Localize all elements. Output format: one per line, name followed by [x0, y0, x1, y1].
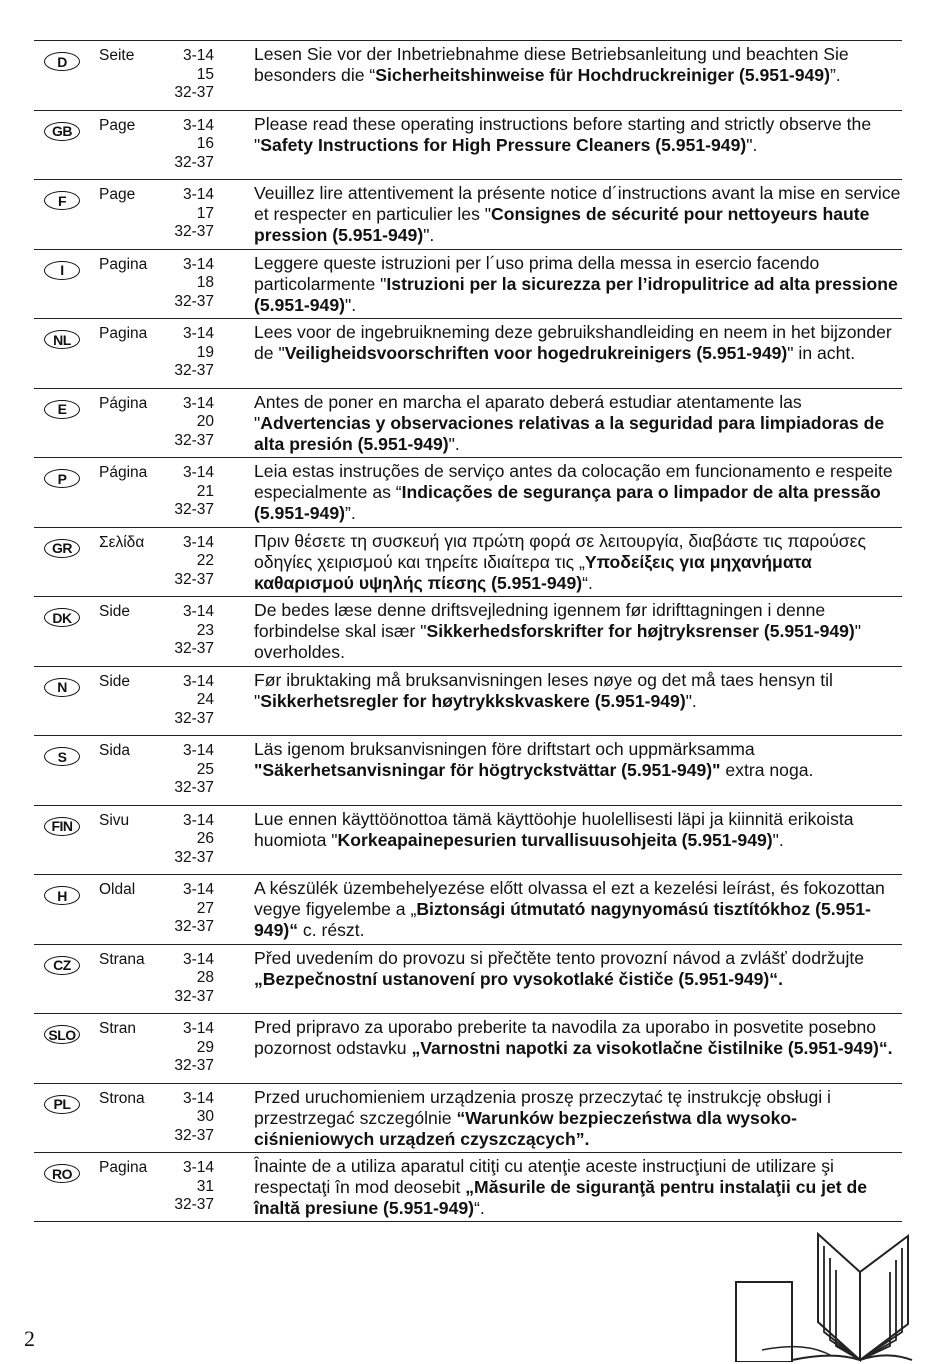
- language-row-cz: [34, 944, 902, 1014]
- country-code-badge: S: [44, 747, 80, 766]
- page-range-general: 3-14: [182, 1159, 214, 1176]
- page-word: Página: [99, 464, 148, 481]
- language-row-ro: [34, 1152, 902, 1222]
- page-numbers: [152, 812, 214, 868]
- page-range-appendix: 32-37: [174, 362, 214, 379]
- page-range-appendix: 32-37: [174, 223, 214, 240]
- country-code-badge: FIN: [44, 817, 80, 836]
- page-numbers: [152, 464, 214, 520]
- page-word: Pagina: [99, 1159, 148, 1176]
- page-word: Stran: [99, 1020, 137, 1037]
- country-code-badge: DK: [44, 608, 80, 627]
- page-range-language: 29: [196, 1038, 214, 1056]
- safety-title: Istruzioni per la sicurezza per l’idropulitrice ad alta pressione (5.951-949): [254, 273, 898, 315]
- language-row-p: [34, 457, 902, 527]
- page-range-appendix: 32-37: [174, 987, 214, 1005]
- country-code-badge: PL: [44, 1095, 80, 1114]
- page-word: Oldal: [99, 881, 136, 898]
- page-range-language: 31: [196, 1177, 214, 1195]
- page-range-language: 18: [196, 274, 214, 291]
- safety-title: Υποδείξεις για μηχανήματα καθαρισμού υψηλής πίεσης (5.951-949): [254, 551, 812, 593]
- instruction-text: Lees voor de ingebruikneming deze gebruikshandleiding en neem in het bijzonder de "Veiligheidsvoorschriften voor hogedrukreinigers (5.951-949)" in acht.: [254, 322, 892, 363]
- page-numbers: [152, 325, 214, 381]
- page-range-language: 23: [196, 621, 214, 639]
- instruction-text: Antes de poner en marcha el aparato deberá estudiar atentamente las "Advertencias y observaciones relativas a la seguridad para limpiadoras de alta presión (5.951-949)".: [254, 391, 885, 454]
- page-range-general: 3-14: [182, 1020, 214, 1037]
- safety-title: Sikkerhetsregler for høytrykkskvaskere (5.951-949): [260, 690, 686, 711]
- page-numbers: [152, 1159, 214, 1215]
- page-word: Sivu: [99, 811, 130, 829]
- page-range-appendix: 32-37: [174, 779, 214, 796]
- page-range-appendix: 32-37: [174, 1057, 214, 1074]
- safety-title: „Măsurile de siguranţă pentru instalaţii cu jet de înaltă presiune (5.951-949): [254, 1177, 868, 1218]
- safety-title: Veiligheidsvoorschriften voor hogedrukreinigers (5.951-949): [284, 343, 788, 363]
- language-row-nl: [34, 318, 902, 388]
- language-row-n: [34, 666, 902, 736]
- language-row-slo: [34, 1013, 902, 1083]
- instruction-text: Leia estas instruções de serviço antes da colocação em funcionamento e respeite especialmente as “Indicações de segurança para o limpador de alta pressão (5.951-949)”.: [254, 461, 893, 523]
- page-numbers: [152, 1090, 214, 1146]
- instruction-text: Înainte de a utiliza aparatul citiţi cu atenţie aceste instrucţiuni de utilizare şi respectaţi în mod deosebit „Măsurile de siguranţă pentru instalaţii cu jet de înaltă presiune (5.951-949)“.: [254, 1156, 868, 1218]
- language-row-fin: [34, 805, 902, 875]
- page-numbers: [152, 742, 214, 798]
- page-range-general: 3-14: [182, 47, 214, 64]
- country-code-badge: CZ: [44, 956, 80, 975]
- instruction-text: Pred pripravo za uporabo preberite ta navodila za uporabo in posvetite posebno pozornost odstavku „Varnostni napotki za visokotlačne čistilnike (5.951-949)“.: [254, 1017, 893, 1058]
- page-numbers: [152, 256, 214, 312]
- country-code-badge: D: [44, 52, 80, 71]
- page-range-general: 3-14: [182, 811, 214, 829]
- page-range-general: 3-14: [182, 603, 214, 620]
- page-numbers: [152, 117, 214, 173]
- safety-title: “Warunków bezpieczeństwa dla wysoko-ciśnieniowych urządzeń czyszczących”.: [254, 1107, 797, 1149]
- page-word: Page: [99, 186, 136, 203]
- safety-title: „Bezpečnostní ustanovení pro vysokotlaké čističe (5.951-949)“.: [254, 968, 783, 989]
- page-range-general: 3-14: [182, 394, 214, 412]
- page-numbers: [152, 186, 214, 242]
- page-range-general: 3-14: [182, 950, 214, 968]
- instruction-text: Πριν θέσετε τη συσκευή για πρώτη φορά σε λειτουργία, διαβάστε τις παρούσες οδηγίες χειρισμού και τηρείτε ιδιαίτερα τις „Υποδείξεις για μηχανήματα καθαρισμού υψηλής πίεσης (5.951-949)“.: [254, 530, 866, 593]
- page-range-language: 15: [196, 65, 214, 83]
- page-range-language: 20: [196, 413, 214, 430]
- page-range-appendix: 32-37: [174, 570, 214, 588]
- instruction-text: Veuillez lire attentivement la présente notice d´instructions avant la mise en service et respecter en particulier les "Consignes de sécurité pour nettoyeurs haute pression (5.951-949)".: [254, 183, 901, 245]
- page-range-language: 22: [196, 552, 214, 569]
- page-word: Page: [99, 116, 136, 134]
- language-row-e: [34, 388, 902, 458]
- safety-title: Advertencias y observaciones relativas a la seguridad para limpiadoras de alta presión (5.951-949): [254, 412, 885, 454]
- instruction-text: Lue ennen käyttöönottoa tämä käyttöohje huolellisesti läpi ja kiinnitä erikoista huomiota "Korkeapainepesurien turvallisuusohjeita (5.951-949)".: [254, 808, 854, 850]
- instruction-text: Läs igenom bruksanvisningen före driftstart och uppmärksamma "Säkerhetsanvisningar för högtryckstvättar (5.951-949)" extra noga.: [254, 739, 814, 780]
- page-range-language: 30: [196, 1108, 214, 1125]
- language-row-s: [34, 735, 902, 805]
- page-range-language: 26: [196, 830, 214, 847]
- page-range-appendix: 32-37: [174, 292, 214, 310]
- page-range-language: 28: [196, 969, 214, 986]
- page-range-general: 3-14: [182, 186, 214, 203]
- page-range-general: 3-14: [182, 533, 214, 551]
- language-row-dk: [34, 596, 902, 666]
- language-row-gr: [34, 527, 902, 597]
- page-numbers: [152, 951, 214, 1007]
- instruction-text: Leggere queste istruzioni per l´uso prima della messa in esercio facendo particolarmente "Istruzioni per la sicurezza per l’idropulitrice ad alta pressione (5.951-949)".: [254, 252, 898, 315]
- page-range-language: 19: [196, 343, 214, 361]
- safety-title: Sicherheitshinweise für Hochdruckreiniger (5.951-949): [375, 65, 830, 85]
- country-code-badge: N: [44, 678, 80, 697]
- page-word: Pagina: [99, 325, 148, 342]
- page-word: Side: [99, 672, 131, 690]
- instruction-text: Před uvedením do provozu si přečtěte tento provozní návod a zvlášť dodržujte „Bezpečnostní ustanovení pro vysokotlaké čističe (5.951-949)“.: [254, 947, 865, 989]
- language-row-pl: [34, 1083, 902, 1153]
- page-range-appendix: 32-37: [174, 918, 214, 935]
- page-range-language: 24: [196, 691, 214, 708]
- country-code-badge: F: [44, 191, 80, 210]
- safety-title: Indicações de segurança para o limpador de alta pressão (5.951-949): [254, 482, 881, 523]
- page-word: Seite: [99, 47, 135, 64]
- page-range-general: 3-14: [182, 1089, 214, 1107]
- instruction-text: Przed uruchomieniem urządzenia proszę przeczytać tę instrukcję obsługi i przestrzegać szczególnie “Warunków bezpieczeństwa dla wysoko-ciśnieniowych urządzeń czyszczących”.: [254, 1086, 831, 1149]
- page-numbers: [152, 673, 214, 729]
- page-word: Strana: [99, 950, 145, 968]
- page-range-language: 21: [196, 482, 214, 500]
- page-range-general: 3-14: [182, 672, 214, 690]
- page-range-appendix: 32-37: [174, 848, 214, 866]
- country-code-badge: E: [44, 400, 80, 419]
- page-range-appendix: 32-37: [174, 640, 214, 657]
- safety-title: Consignes de sécurité pour nettoyeurs haute pression (5.951-949): [254, 204, 870, 245]
- language-row-gb: [34, 110, 902, 180]
- country-code-badge: NL: [44, 330, 80, 349]
- safety-title: Biztonsági útmutató nagynyomású tisztítókhoz (5.951-949)“: [254, 899, 871, 940]
- country-code-badge: SLO: [44, 1025, 80, 1044]
- page-range-general: 3-14: [182, 742, 214, 759]
- language-row-d: [34, 40, 902, 110]
- page-range-language: 16: [196, 135, 214, 152]
- page-number: 2: [24, 1326, 35, 1351]
- country-code-badge: P: [44, 469, 80, 488]
- instruction-text: A készülék üzembehelyezése előtt olvassa el ezt a kezelési leírást, és fokozottan vegye figyelembe a „Biztonsági útmutató nagynyomású tisztítókhoz (5.951-949)“ c. részt.: [254, 878, 885, 940]
- country-code-badge: GB: [44, 122, 80, 141]
- page-numbers: [152, 603, 214, 659]
- page-word: Pagina: [99, 255, 148, 273]
- page-range-appendix: 32-37: [174, 1196, 214, 1213]
- language-row-i: [34, 249, 902, 319]
- page-range-appendix: 32-37: [174, 84, 214, 101]
- page-numbers: [152, 47, 214, 103]
- page-word: Σελίδα: [99, 533, 145, 551]
- country-code-badge: I: [44, 261, 80, 280]
- safety-title: "Säkerhetsanvisningar för högtryckstvättar (5.951-949)": [254, 760, 721, 780]
- page-numbers: [152, 881, 214, 937]
- instruction-text: Før ibruktaking må bruksanvisningen leses nøye og det må taes hensyn til "Sikkerhetsregler for høytrykkskvaskere (5.951-949)".: [254, 669, 833, 711]
- page-range-appendix: 32-37: [174, 1126, 214, 1144]
- instruction-text: Lesen Sie vor der Inbetriebnahme diese Betriebsanleitung und beachten Sie besonders die “Sicherheitshinweise für Hochdruckreiniger (5.951-949)”.: [254, 44, 849, 85]
- language-index-table: [34, 40, 902, 1222]
- page-range-general: 3-14: [182, 881, 214, 898]
- safety-title: Safety Instructions for High Pressure Cleaners (5.951-949): [260, 134, 747, 155]
- country-code-badge: H: [44, 886, 80, 905]
- page-range-general: 3-14: [182, 116, 214, 134]
- language-row-h: [34, 874, 902, 944]
- safety-title: „Varnostni napotki za visokotlačne čistilnike (5.951-949)“.: [411, 1038, 893, 1058]
- page-numbers: [152, 1020, 214, 1076]
- page-word: Sida: [99, 742, 131, 759]
- page-range-appendix: 32-37: [174, 709, 214, 727]
- page-word: Strona: [99, 1089, 145, 1107]
- page-range-appendix: 32-37: [174, 501, 214, 518]
- instruction-text: De bedes læse denne driftsvejledning igennem før idrifttagningen i denne forbindelse skal især "Sikkerhedsforskrifter for højtryksrenser (5.951-949)" overholdes.: [254, 600, 862, 662]
- language-row-f: [34, 179, 902, 249]
- page-numbers: [152, 395, 214, 451]
- page-range-general: 3-14: [182, 325, 214, 342]
- country-code-badge: GR: [44, 539, 80, 558]
- page-range-appendix: 32-37: [174, 153, 214, 171]
- page-range-appendix: 32-37: [174, 431, 214, 449]
- page-word: Página: [99, 394, 148, 412]
- instruction-text: Please read these operating instructions before starting and strictly observe the "Safety Instructions for High Pressure Cleaners (5.951-949)".: [254, 113, 872, 155]
- safety-title: Korkeapainepesurien turvallisuusohjeita (5.951-949): [337, 829, 773, 850]
- safety-title: Sikkerhedsforskrifter for højtryksrenser (5.951-949): [426, 621, 855, 641]
- page-word: Side: [99, 603, 131, 620]
- page-range-language: 25: [196, 760, 214, 778]
- page-range-language: 27: [196, 899, 214, 917]
- page-numbers: [152, 534, 214, 590]
- book-icon: [732, 1232, 914, 1362]
- page-range-language: 17: [196, 204, 214, 222]
- page-range-general: 3-14: [182, 255, 214, 273]
- page-range-general: 3-14: [182, 464, 214, 481]
- country-code-badge: RO: [44, 1164, 80, 1183]
